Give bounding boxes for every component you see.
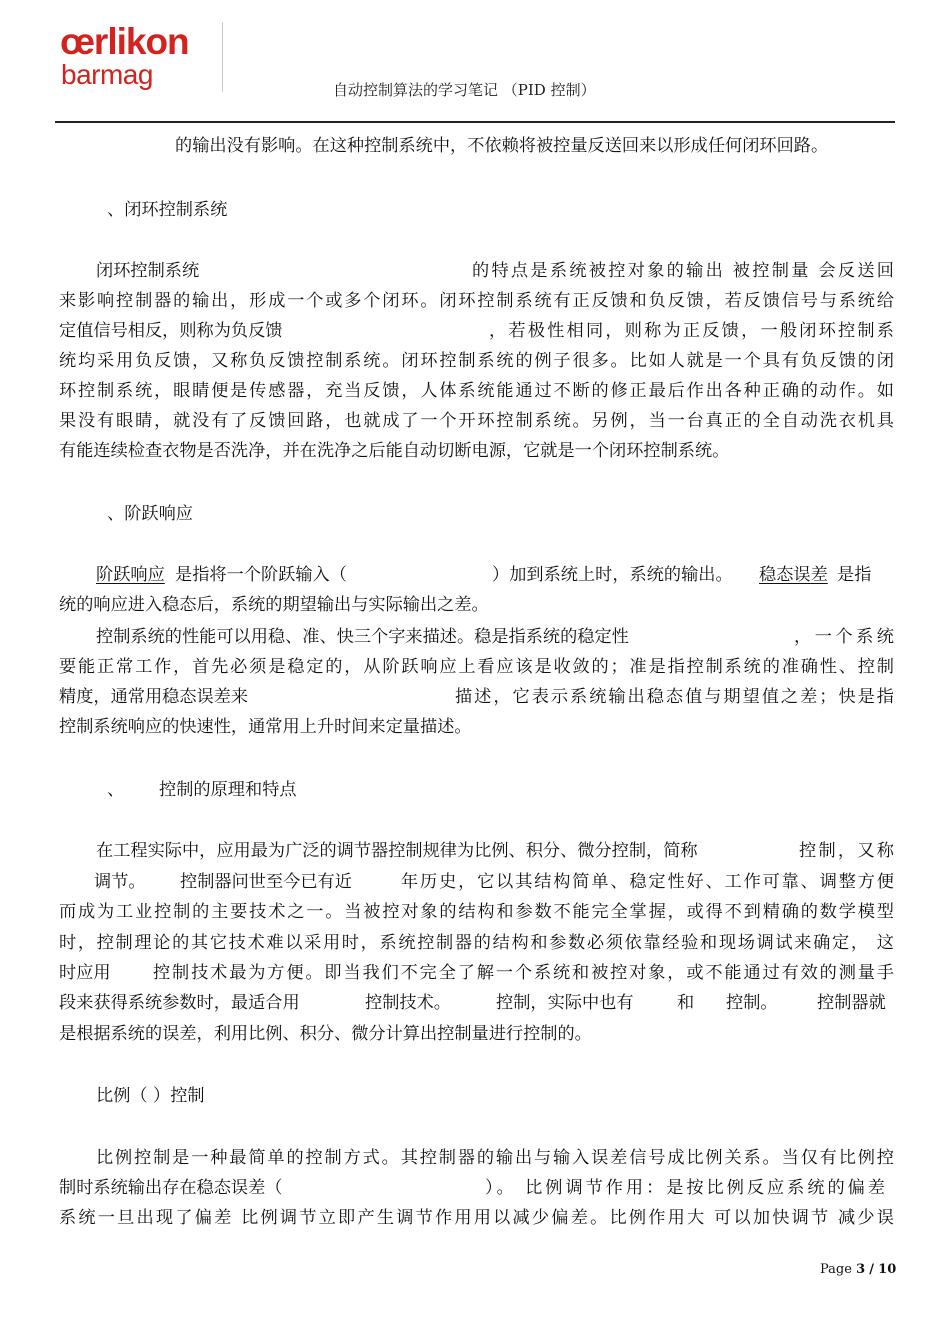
text-fragment: 年历史，它以其结构简单、稳定性好、工作可靠、调整方便 [401, 872, 894, 892]
logo-subwordmark: barmag [61, 59, 153, 90]
text-line: 统的响应进入稳态后，系统的期望输出与实际输出之差。 [59, 595, 489, 615]
section-heading-step-response: 、阶跃响应 [107, 504, 193, 524]
text-line: 环控制系统，眼睛便是传感器，充当反馈，人体系统能通过不断的修正最后作出各种正确的动作。如 [59, 381, 894, 401]
text-line: 时，控制理论的其它技术难以采用时，系统控制器的结构和参数必须依靠经验和现场调试来确定， 这 [59, 933, 894, 953]
text-fragment: 是指 [837, 565, 872, 585]
text-fragment: 段来获得系统参数时，最适合用 [59, 993, 300, 1013]
text-fragment: 比例控制是一种最简单的控制方式。其控制器的输出与输入误差信号成比例关系。当仅有比例控 [96, 1148, 894, 1168]
section-heading-closed-loop: 、闭环控制系统 [107, 200, 228, 220]
text-fragment: 在工程实际中，应用最为广泛的调节器控制规律为比例、积分、微分控制，简称 [96, 841, 698, 861]
document-title: 自动控制算法的学习笔记 （PID 控制） [333, 81, 596, 99]
text-fragment: 制时系统输出存在稳态误差（ [59, 1178, 283, 1198]
text-fragment: 和 [677, 993, 695, 1013]
company-logo [60, 22, 225, 102]
page-label: Page [820, 1262, 852, 1277]
text-fragment: 精度，通常用稳态误差来 [59, 687, 249, 707]
text-fragment: ，一个系统 [794, 627, 894, 647]
text-line: 统均采用负反馈，又称负反馈控制系统。闭环控制系统的例子很多。比如人就是一个具有负反馈的闭 [59, 351, 894, 371]
text-fragment: 、 [107, 780, 125, 800]
text-line: 果没有眼睛，就没有了反馈回路，也就成了一个开环控制系统。另例，当一台真正的全自动洗衣机具 [59, 411, 894, 431]
text-fragment: 控制。 [726, 993, 778, 1013]
text-fragment: 控制系统的性能可以用稳、准、快三个字来描述。稳是指系统的稳定性 [96, 627, 629, 647]
term-step-response: 阶跃响应 [96, 565, 165, 585]
page-total: 10 [878, 1262, 897, 1277]
header-rule [55, 121, 895, 123]
page-number [820, 1262, 896, 1277]
logo-wordmark: œrlikon [60, 21, 189, 62]
page-current: 3 [856, 1262, 866, 1277]
text-fragment: 控制，又称 [799, 841, 894, 861]
text-fragment: 时应用 [59, 963, 111, 983]
text-fragment: ，若极性相同，则称为正反馈，一般闭环控制系 [489, 321, 894, 341]
text-fragment: ）。 比例调节作用：是按比例反应系统的偏差 [485, 1178, 885, 1198]
logo-divider [222, 22, 223, 92]
text-fragment: 描述，它表示系统输出稳态值与期望值之差；快是指 [455, 687, 894, 707]
text-fragment: 定值信号相反，则称为负反馈 [59, 321, 283, 341]
text-line: 来影响控制器的输出，形成一个或多个闭环。闭环控制系统有正反馈和负反馈，若反馈信号与系统给 [59, 291, 894, 311]
page-separator: / [869, 1262, 875, 1277]
text-fragment: 控制技术最为方便。即当我们不完全了解一个系统和被控对象，或不能通过有效的测量手 [153, 963, 894, 983]
text-fragment: 控制，实际中也有 [496, 993, 634, 1013]
text-line: 控制系统响应的快速性，通常用上升时间来定量描述。 [59, 717, 472, 737]
text-line: 的输出没有影响。在这种控制系统中，不依赖将被控量反送回来以形成任何闭环回路。 [175, 136, 829, 156]
text-fragment: 控制的原理和特点 [159, 780, 297, 800]
text-fragment: 控制器就 [817, 993, 886, 1013]
term-steady-state-error: 稳态误差 [759, 565, 828, 585]
text-fragment: 控制技术。 [365, 993, 451, 1013]
section-heading-proportional: 比例（ ）控制 [96, 1086, 205, 1106]
text-fragment: 控制器问世至今已有近 [180, 872, 352, 892]
text-fragment: ）加到系统上时，系统的输出。 [492, 565, 733, 585]
text-fragment: 是指将一个阶跃输入（ [175, 565, 347, 585]
text-fragment: 闭环控制系统 [96, 261, 200, 281]
text-line: 而成为工业控制的主要技术之一。当被控对象的结构和参数不能完全掌握，或得不到精确的数学模型 [59, 902, 894, 922]
text-line: 要能正常工作，首先必须是稳定的，从阶跃响应上看应该是收敛的；准是指控制系统的准确性、控制 [59, 657, 894, 677]
text-line: 是根据系统的误差，利用比例、积分、微分计算出控制量进行控制的。 [59, 1024, 592, 1044]
text-fragment: 的特点是系统被控对象的输出 被控制量 会反送回 [472, 261, 894, 281]
text-fragment: 调节。 [94, 872, 146, 892]
text-line: 有能连续检查衣物是否洗净，并在洗净之后能自动切断电源，它就是一个闭环控制系统。 [59, 441, 730, 461]
text-line: 系统一旦出现了偏差 比例调节立即产生调节作用用以减少偏差。比例作用大 可以加快调节 减少误 [59, 1208, 894, 1228]
